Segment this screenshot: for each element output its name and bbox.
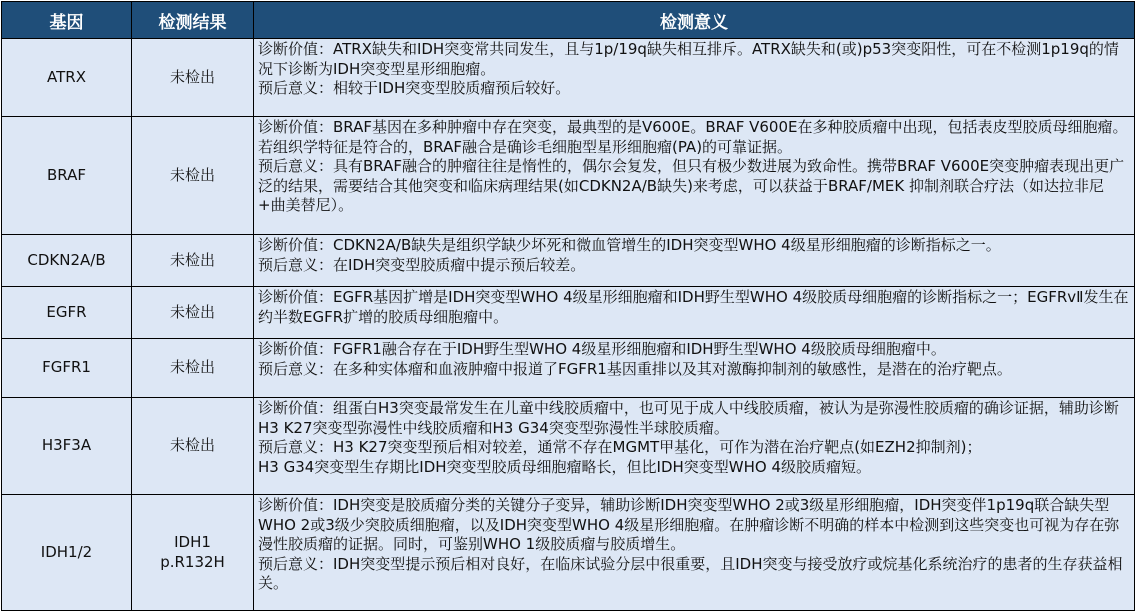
table-row [2, 339, 1135, 398]
table-row [2, 39, 1135, 117]
meaning-cell [254, 339, 1135, 398]
result-cell [132, 495, 254, 611]
header-row [2, 2, 1135, 39]
meaning-cell [254, 235, 1135, 287]
meaning-paragraph: 诊断价值：EGFR基因扩增是IDH突变型WHO 4级星形细胞瘤和IDH野生型WHO 4级胶质母细胞瘤的诊断指标之一；EGFRvⅡ发生在约半数EGFR扩增的胶质母细胞瘤中。 [258, 288, 1129, 326]
result-line: 未检出 [169, 165, 215, 184]
result-line: 未检出 [169, 250, 215, 269]
result-cell [132, 117, 254, 235]
meaning-paragraph: 预后意义：在IDH突变型胶质瘤中提示预后较差。 [258, 255, 586, 274]
result-line: p.R132H [160, 552, 225, 571]
gene-cell: H3F3A [2, 398, 132, 495]
meaning-paragraph: 预后意义：IDH突变型提示预后相对良好，在临床试验分层中很重要，且IDH突变与接受放疗或烷基化系统治疗的患者的生存获益相关。 [258, 554, 1123, 592]
result-line: 未检出 [169, 302, 215, 321]
gene-cell: EGFR [2, 287, 132, 339]
result-column-header: 检测结果 [132, 2, 254, 39]
result-line: 未检出 [169, 436, 215, 455]
gene-cell: BRAF [2, 117, 132, 235]
meaning-cell [254, 495, 1135, 611]
gene-column-header: 基因 [2, 2, 132, 39]
meaning-column-header: 检测意义 [254, 2, 1135, 39]
result-line: 未检出 [169, 358, 215, 377]
meaning-paragraph: 预后意义：相较于IDH突变型胶质瘤预后较好。 [258, 79, 571, 97]
meaning-paragraph: 预后意义：在多种实体瘤和血液肿瘤中报道了FGFR1基因重排以及其对激酶抑制剂的敏感性，是潜在的治疗靶点。 [258, 359, 1012, 378]
meaning-paragraph: 诊断价值：FGFR1融合存在于IDH野生型WHO 4级星形细胞瘤和IDH野生型WHO 4级胶质母细胞瘤中。 [258, 340, 946, 358]
meaning-paragraph: 诊断价值：组蛋白H3突变最常发生在儿童中线胶质瘤中，也可见于成人中线胶质瘤，被认为是弥漫性胶质瘤的确诊证据，辅助诊断H3 K27突变型弥漫性中线胶质瘤和H3 G34突变型弥漫性半球胶质瘤。 [258, 399, 1119, 437]
gene-cell: IDH1/2 [2, 495, 132, 611]
gene-cell: CDKN2A/B [2, 235, 132, 287]
result-cell [132, 339, 254, 398]
gene-cell: FGFR1 [2, 339, 132, 398]
result-cell [132, 287, 254, 339]
meaning-paragraph: 诊断价值：BRAF基因在多种肿瘤中存在突变，最典型的是V600E。BRAF V600E在多种胶质瘤中出现，包括表皮型胶质母细胞瘤。若组织学特征是符合的，BRAF融合是确诊毛细胞型星形细胞瘤(PA)的可靠证据。 [258, 118, 1128, 156]
result-line: IDH1 [174, 533, 211, 551]
meaning-paragraph: 诊断价值：ATRX缺失和IDH突变常共同发生，且与1p/19q缺失相互排斥。ATRX缺失和(或)p53突变阳性，可在不检测1p19q的情况下诊断为IDH突变型星形细胞瘤。 [258, 40, 1119, 78]
meaning-paragraph: H3 G34突变型生存期比IDH突变型胶质母细胞瘤略长，但比IDH突变型WHO 4级胶质瘤短。 [258, 457, 872, 476]
meaning-paragraph: 诊断价值：CDKN2A/B缺失是组织学缺少坏死和微血管增生的IDH突变型WHO 4级星形细胞瘤的诊断指标之一。 [258, 236, 1001, 254]
meaning-paragraph: 预后意义：H3 K27突变型预后相对较差，通常不存在MGMT甲基化，可作为潜在治疗靶点(如EZH2抑制剂)； [258, 438, 982, 456]
meaning-cell [254, 398, 1135, 495]
table-row [2, 398, 1135, 495]
result-line: 未检出 [169, 67, 215, 86]
result-cell [132, 235, 254, 287]
gene-result-table [1, 1, 1135, 611]
meaning-paragraph: 诊断价值：IDH突变是胶质瘤分类的关键分子变异，辅助诊断IDH突变型WHO 2或3级星形细胞瘤，IDH突变伴1p19q联合缺失型WHO 2或3级少突胶质细胞瘤，以及IDH突变型WHO 4级星形细胞瘤。在肿瘤诊断不明确的样本中检测到这些突变也可视为存在弥漫性胶质瘤的证据。同时，可鉴别WHO 1级胶质瘤与胶质增生。 [258, 496, 1120, 553]
meaning-paragraph: 预后意义：具有BRAF融合的肿瘤往往是惰性的，偶尔会复发，但只有极少数进展为致命性。携带BRAF V600E突变肿瘤表现出更广泛的结果，需要结合其他突变和临床病理结果(如CDKN2A/B缺失)来考虑，可以获益于BRAF/MEK 抑制剂联合疗法（如达拉非尼+曲美替尼）。 [258, 157, 1125, 214]
table-row [2, 235, 1135, 287]
table-row [2, 117, 1135, 235]
table-row [2, 495, 1135, 611]
gene-cell: ATRX [2, 39, 132, 117]
table-row [2, 287, 1135, 339]
result-cell [132, 398, 254, 495]
meaning-cell [254, 117, 1135, 235]
meaning-cell [254, 39, 1135, 117]
result-cell [132, 39, 254, 117]
meaning-cell [254, 287, 1135, 339]
